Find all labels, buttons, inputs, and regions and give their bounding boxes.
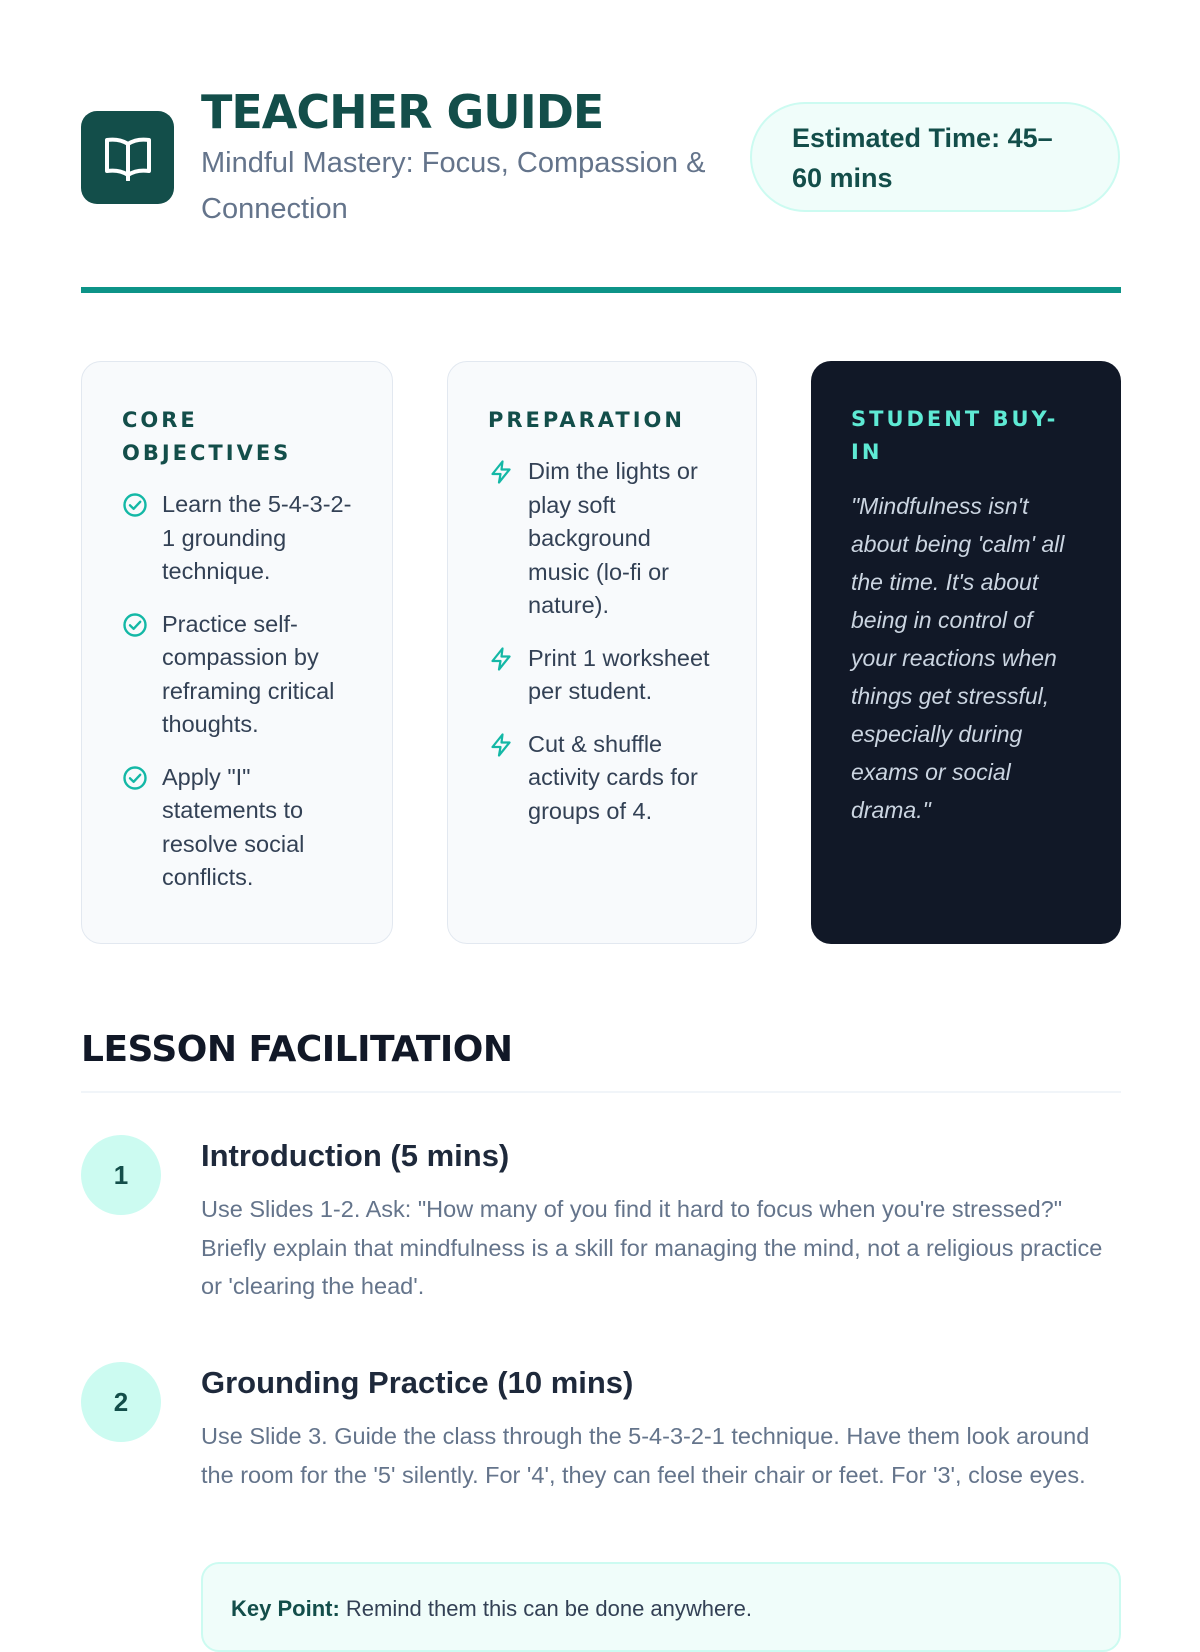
section-divider xyxy=(81,1091,1121,1093)
page-title: TEACHER GUIDE xyxy=(201,85,604,139)
lightning-icon xyxy=(488,646,514,672)
key-point-label: Key Point: xyxy=(231,1596,340,1621)
list-item xyxy=(122,488,354,589)
lightning-icon xyxy=(488,732,514,758)
key-point-callout xyxy=(201,1562,1121,1652)
open-book-icon xyxy=(103,135,153,181)
logo-badge xyxy=(81,111,174,204)
buy-in-title: STUDENT BUY-IN xyxy=(851,407,1059,464)
step-title: Introduction (5 mins) xyxy=(201,1138,510,1173)
step-number-badge: 2 xyxy=(81,1362,161,1442)
objectives-title: CORE OBJECTIVES xyxy=(122,408,292,465)
list-item xyxy=(122,761,354,895)
list-item xyxy=(488,455,718,623)
student-buy-in-card xyxy=(811,361,1121,944)
preparation-list xyxy=(488,455,718,828)
buy-in-quote: "Mindfulness isn't about being 'calm' all the time. It's about being in control of your reactions when things get stressful, especially during exams or social drama." xyxy=(851,493,1065,823)
check-circle-icon xyxy=(122,612,148,638)
key-point-text: Remind them this can be done anywhere. xyxy=(345,1596,752,1621)
preparation-text: Dim the lights or play soft background music (lo-fi or nature). xyxy=(528,458,698,618)
header-divider xyxy=(81,287,1121,293)
step-description: Use Slides 1-2. Ask: "How many of you find it hard to focus when you're stressed?" Briefly explain that mindfulness is a skill for managing the mind, not a religious practice or 'clearing the head'. xyxy=(201,1196,1103,1299)
step-number-badge: 1 xyxy=(81,1135,161,1215)
check-circle-icon xyxy=(122,492,148,518)
preparation-title: PREPARATION xyxy=(488,408,685,432)
objective-text: Learn the 5-4-3-2-1 grounding technique. xyxy=(162,491,352,584)
list-item xyxy=(488,642,718,709)
page-subtitle: Mindful Mastery: Focus, Compassion & Connection xyxy=(201,147,706,225)
step-title: Grounding Practice (10 mins) xyxy=(201,1365,634,1400)
section-title: LESSON FACILITATION xyxy=(81,1029,513,1070)
objective-text: Apply "I" statements to resolve social conflicts. xyxy=(162,763,305,890)
list-item xyxy=(122,608,354,742)
preparation-text: Print 1 worksheet per student. xyxy=(528,644,710,704)
check-circle-icon xyxy=(122,765,148,791)
lightning-icon xyxy=(488,459,514,485)
list-item xyxy=(488,728,718,829)
objectives-list xyxy=(122,488,354,895)
estimated-time-badge: Estimated Time: 45–60 mins xyxy=(750,102,1120,212)
step-description: Use Slide 3. Guide the class through the 5-4-3-2-1 technique. Have them look around the room for the '5' silently. For '4', they can feel their chair or feet. For '3', close eyes. xyxy=(201,1423,1090,1488)
preparation-card xyxy=(447,361,757,944)
objective-text: Practice self-compassion by reframing critical thoughts. xyxy=(162,610,335,737)
preparation-text: Cut & shuffle activity cards for groups of 4. xyxy=(528,730,698,824)
objectives-card xyxy=(81,361,393,944)
